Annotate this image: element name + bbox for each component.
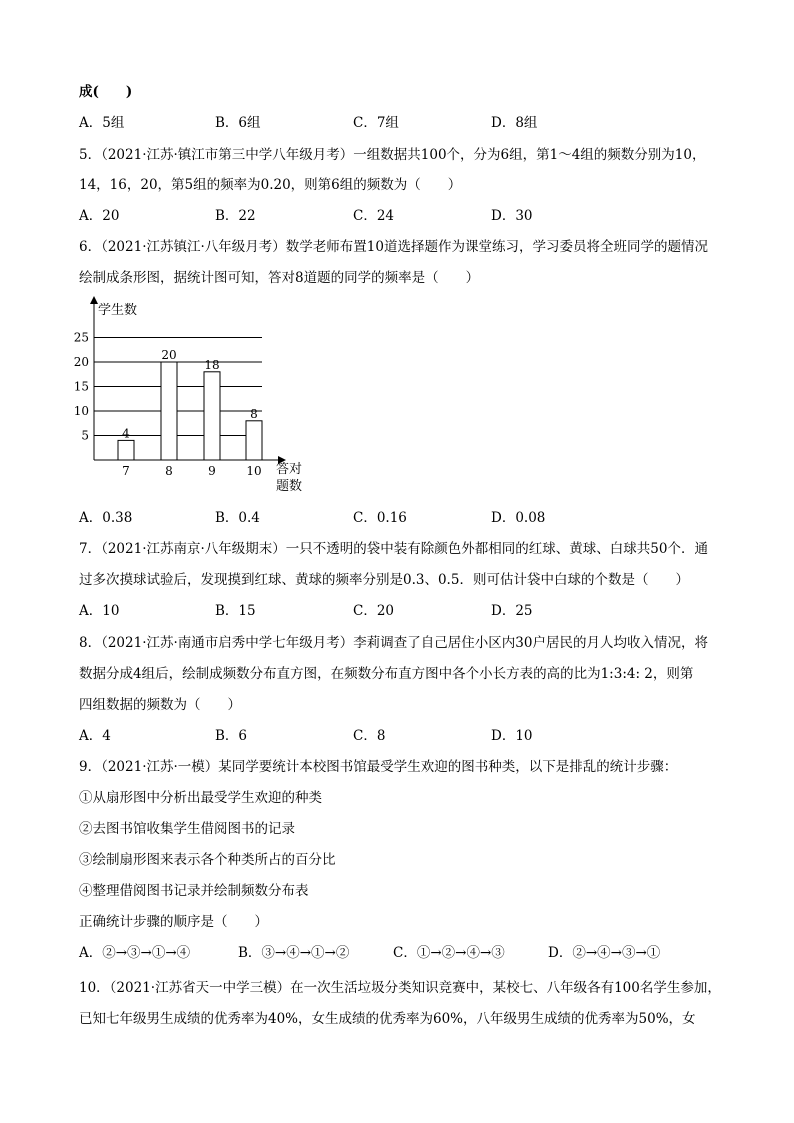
bar-7 — [118, 440, 134, 460]
q6-option-c: C．0.16 — [353, 510, 407, 526]
q9-step-3: ③绘制扇形图来表示各个种类所占的百分比 — [79, 852, 336, 868]
q6-option-a: A．0.38 — [79, 510, 133, 526]
q8-option-a: A．4 — [79, 728, 111, 744]
question-5-line-2: 14，16，20，第5组的频率为0.20，则第6组的频数为（ ） — [79, 177, 462, 193]
question-7-line-1: 7．（2021·江苏南京·八年级期末）一只不透明的袋中装有除颜色外都相同的红球、黄球、白球共50个．通 — [79, 541, 708, 557]
q7-option-a: A．10 — [79, 603, 120, 619]
x-tick-label: 10 — [246, 464, 262, 478]
question-10-line-2: 已知七年级男生成绩的优秀率为40%，女生成绩的优秀率为60%，八年级男生成绩的优秀率为50%，女 — [79, 1011, 696, 1027]
bar-10 — [246, 421, 262, 460]
q5-option-a: A．20 — [79, 208, 120, 224]
q7-option-c: C．20 — [353, 603, 395, 619]
q7-option-d: D．25 — [491, 603, 533, 619]
x-axis-label-line-1: 答对 — [276, 462, 303, 477]
q8-option-c: C．8 — [353, 728, 386, 744]
question-4-tail: 成( ) — [79, 84, 133, 100]
bar-value-label: 4 — [122, 426, 130, 441]
q6-option-d: D．0.08 — [491, 510, 546, 526]
question-10-line-1: 10．（2021·江苏省天一中学三模）在一次生活垃圾分类知识竞赛中，某校七、八年级各有100名学生参加， — [79, 980, 721, 996]
question-7-line-2: 过多次摸球试验后，发现摸到红球、黄球的频率分别是0.3、0.5．则可估计袋中白球的个数是（ ） — [79, 572, 689, 588]
bar-value-label: 8 — [250, 406, 258, 421]
question-5-line-1: 5．（2021·江苏·镇江市第三中学八年级月考）一组数据共100个，分为6组，第1～4组的频数分别为10， — [79, 147, 706, 163]
x-axis-label-line-2: 题数 — [276, 479, 303, 494]
x-tick-label: 7 — [122, 464, 130, 478]
bar-value-label: 18 — [204, 357, 220, 372]
q9-step-1: ①从扇形图中分析出最受学生欢迎的种类 — [79, 790, 322, 806]
x-tick-label: 9 — [208, 464, 216, 478]
question-6-line-1: 6．（2021·江苏镇江·八年级月考）数学老师布置10道选择题作为课堂练习，学习委员将全班同学的题情况 — [79, 239, 708, 255]
question-8-line-2: 数据分成4组后，绘制成频数分布直方图，在频数分布直方图中各个小长方表的高的比为1:3:4: 2，则第 — [79, 666, 694, 682]
y-tick-label: 20 — [73, 355, 89, 369]
y-tick-label: 25 — [73, 330, 89, 345]
bar-chart — [70, 296, 330, 496]
q9-option-b: B．③→④→①→② — [238, 945, 350, 961]
q9-option-c: C．①→②→④→③ — [393, 945, 505, 961]
x-tick-label: 8 — [165, 464, 173, 478]
q9-step-2: ②去图书馆收集学生借阅图书的记录 — [79, 821, 295, 837]
y-axis-label: 学生数 — [98, 303, 138, 318]
y-tick-label: 5 — [81, 428, 89, 443]
option-c: C．7组 — [353, 115, 399, 131]
q5-option-b: B．22 — [215, 208, 256, 224]
q5-option-c: C．24 — [353, 208, 395, 224]
q8-option-b: B．6 — [215, 728, 248, 744]
q9-ask: 正确统计步骤的顺序是（ ） — [79, 914, 268, 930]
option-a: A．5组 — [79, 115, 125, 131]
y-tick-label: 10 — [73, 404, 89, 418]
q6-option-b: B．0.4 — [215, 510, 260, 526]
question-8-line-1: 8．（2021·江苏·南通市启秀中学七年级月考）李莉调查了自己居住小区内30户居民的月人均收入情况，将 — [79, 635, 708, 651]
q8-option-d: D．10 — [491, 728, 533, 744]
y-tick-label: 15 — [73, 379, 89, 394]
question-6-line-2: 绘制成条形图，据统计图可知，答对8道题的同学的频率是（ ） — [79, 270, 480, 286]
q9-option-a: A．②→③→①→④ — [79, 945, 191, 961]
q7-option-b: B．15 — [215, 603, 256, 619]
bar-9 — [204, 372, 220, 460]
q9-option-d: D．②→④→③→① — [548, 945, 661, 961]
option-d: D．8组 — [491, 115, 538, 131]
bar-8 — [161, 362, 177, 460]
q9-step-4: ④整理借阅图书记录并绘制频数分布表 — [79, 883, 309, 899]
question-9-line-1: 9．（2021·江苏·一模）某同学要统计本校图书馆最受学生欢迎的图书种类，以下是排乱的统计步骤： — [79, 759, 678, 775]
option-b: B．6组 — [215, 115, 261, 131]
q5-option-d: D．30 — [491, 208, 533, 224]
question-8-line-3: 四组数据的频数为（ ） — [79, 697, 241, 713]
bar-value-label: 20 — [161, 348, 177, 362]
